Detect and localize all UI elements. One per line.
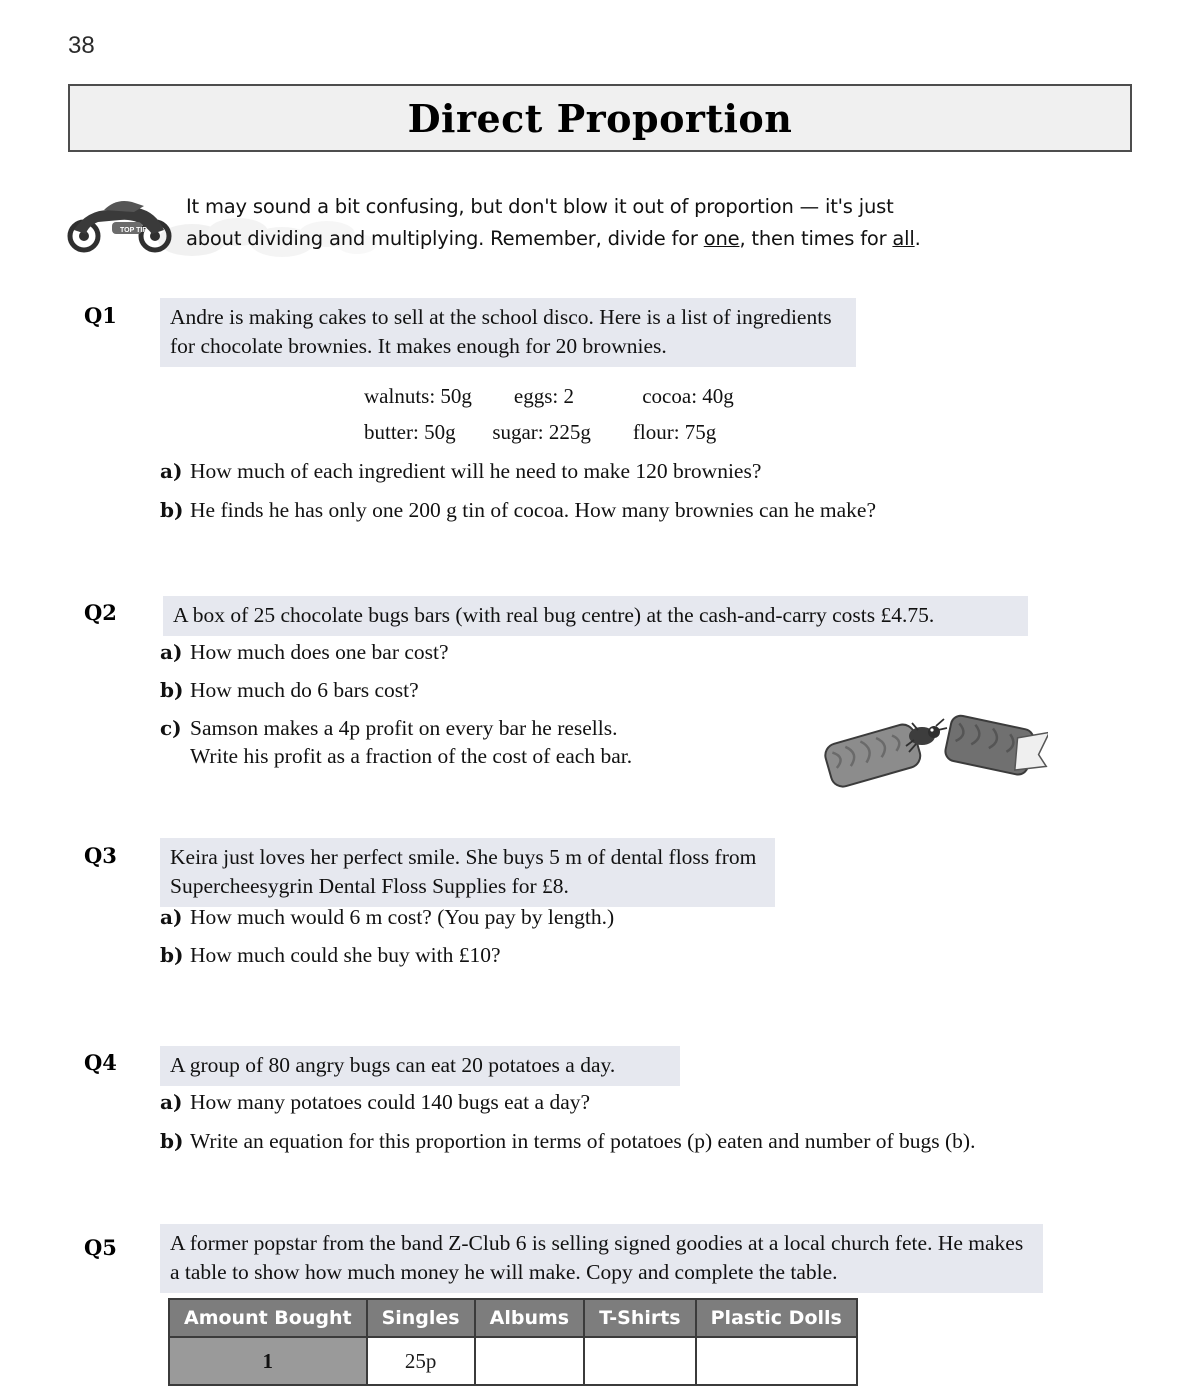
- part-text-a: How many potatoes could 140 bugs eat a day?: [190, 1090, 591, 1114]
- part-text-b: How much could she buy with £10?: [190, 943, 501, 967]
- part-mark-a: a): [160, 905, 183, 929]
- top-tip-text: [186, 191, 1136, 255]
- bug-icon: [906, 719, 947, 752]
- part-text-b: Write an equation for this proportion in terms of potatoes (p) eaten and number of bugs (b).: [190, 1129, 976, 1153]
- question-q2-part-b: [160, 676, 860, 705]
- question-label-q1: Q1: [84, 303, 117, 328]
- part-text-c: Samson makes a 4p profit on every bar he resells.: [190, 716, 618, 740]
- table-header-amount-bought: Amount Bought: [169, 1299, 367, 1337]
- question-label-q5: Q5: [84, 1235, 117, 1260]
- question-q1-part-a: [160, 457, 1060, 486]
- question-stem-q5: A former popstar from the band Z-Club 6 is selling signed goodies at a local church fete. He makes a table to show how much money he will make. Copy and complete the table.: [160, 1224, 1043, 1293]
- chocolate-bar-bugs-illustration: [818, 692, 1048, 802]
- table-header-row: [169, 1299, 857, 1337]
- question-label-q3: Q3: [84, 843, 117, 868]
- page-number: 38: [68, 32, 95, 59]
- part-text-a: How much of each ingredient will he need to make 120 brownies?: [190, 459, 762, 483]
- question-label-q4: Q4: [84, 1050, 117, 1075]
- part-text-a: How much would 6 m cost? (You pay by length.): [190, 905, 615, 929]
- part-mark-c: c): [160, 716, 182, 740]
- part-mark-b: b): [160, 943, 184, 967]
- question-q4-part-a: [160, 1088, 1060, 1117]
- question-q1-part-b: [160, 496, 1060, 525]
- question-q4-part-b: [160, 1127, 1120, 1156]
- table-header-tshirts: T-Shirts: [584, 1299, 696, 1337]
- ingredients-list: [364, 378, 924, 450]
- tip-line-1: It may sound a bit confusing, but don't blow it out of proportion — it's just: [186, 195, 894, 218]
- part-mark-b: b): [160, 1129, 184, 1153]
- part-text-b: He finds he has only one 200 g tin of cocoa. How many brownies can he make?: [190, 498, 877, 522]
- question-stem-q4: A group of 80 angry bugs can eat 20 potatoes a day.: [160, 1046, 680, 1086]
- question-q3-part-a: [160, 903, 860, 932]
- table-cell-albums: [475, 1337, 584, 1385]
- question-q2-part-c-line2: [190, 742, 890, 771]
- tip-underline-one: one: [703, 227, 740, 250]
- part-mark-a: a): [160, 1090, 183, 1114]
- goodies-price-table: [168, 1298, 858, 1386]
- page-title-banner: [68, 84, 1132, 152]
- part-mark-a: a): [160, 640, 183, 664]
- table-header-plastic-dolls: Plastic Dolls: [696, 1299, 857, 1337]
- svg-text:TOP TIP: TOP TIP: [120, 227, 147, 234]
- question-q2-part-c: [160, 714, 860, 743]
- part-mark-b: b): [160, 678, 184, 702]
- table-cell-plastic-dolls: [696, 1337, 857, 1385]
- question-stem-q2: A box of 25 chocolate bugs bars (with real bug centre) at the cash-and-carry costs £4.75.: [163, 596, 1028, 636]
- table-header-albums: Albums: [475, 1299, 584, 1337]
- part-text-c-continued: Write his profit as a fraction of the cost of each bar.: [190, 744, 633, 768]
- ingredients-row-1: walnuts: 50g eggs: 2 cocoa: 40g: [364, 384, 734, 408]
- part-text-b: How much do 6 bars cost?: [190, 678, 419, 702]
- tip-line-2-end: .: [914, 227, 921, 250]
- question-q3-part-b: [160, 941, 860, 970]
- table-cell-singles: 25p: [367, 1337, 475, 1385]
- table-cell-amount: 1: [169, 1337, 367, 1385]
- tip-line-2-pre: about dividing and multiplying. Remember, divide for: [186, 227, 704, 250]
- motorbike-icon: [60, 190, 180, 254]
- part-mark-a: a): [160, 459, 183, 483]
- ingredients-row-2: butter: 50g sugar: 225g flour: 75g: [364, 420, 717, 444]
- question-label-q2: Q2: [84, 600, 117, 625]
- table-header-singles: Singles: [367, 1299, 475, 1337]
- question-stem-q3: Keira just loves her perfect smile. She buys 5 m of dental floss from Supercheesygrin Dental Floss Supplies for £8.: [160, 838, 775, 907]
- part-text-a: How much does one bar cost?: [190, 640, 449, 664]
- tip-line-2-mid: , then times for: [739, 227, 893, 250]
- page-title: Direct Proportion: [407, 95, 793, 141]
- top-tip-block: [60, 178, 1140, 268]
- table-cell-tshirts: [584, 1337, 696, 1385]
- part-mark-b: b): [160, 498, 184, 522]
- table-row: [169, 1337, 857, 1385]
- tip-underline-all: all: [892, 227, 915, 250]
- question-q2-part-a: [160, 638, 860, 667]
- question-stem-q1: Andre is making cakes to sell at the school disco. Here is a list of ingredients for chocolate brownies. It makes enough for 20 brownies.: [160, 298, 856, 367]
